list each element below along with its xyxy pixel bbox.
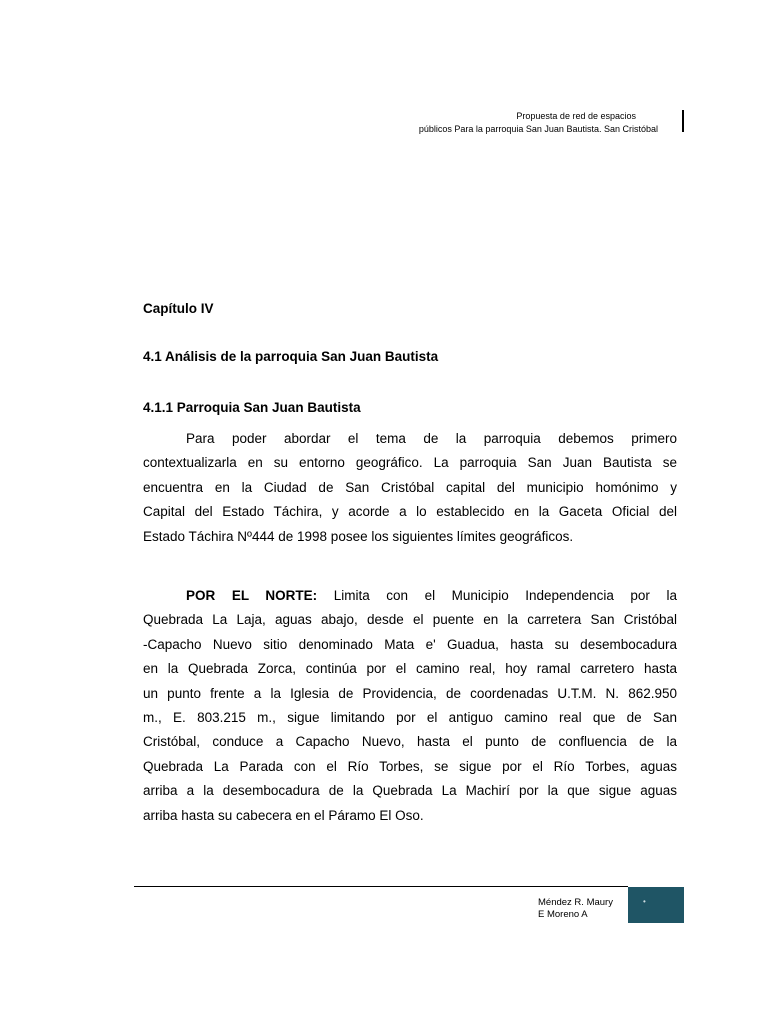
footer-rule	[134, 886, 628, 887]
paragraph-line: en la Quebrada Zorca, continúa por el camino real, hoy ramal carretero hasta	[143, 661, 677, 677]
north-first-line-text: Limita con el Municipio Independencia por la	[333, 588, 677, 603]
paragraph-line: Quebrada La Parada con el Río Torbes, se sigue por el Río Torbes, aguas	[143, 758, 677, 774]
running-header	[419, 110, 658, 136]
paragraph-line: Capital del Estado Táchira, y acorde a lo establecido en la Gaceta Oficial del	[143, 504, 677, 520]
paragraph-line: arriba a la desembocadura de la Quebrada La Machirí por la que sigue aguas	[143, 783, 677, 799]
footer-page-box	[628, 887, 684, 923]
chapter-heading: Capítulo IV	[143, 301, 214, 316]
paragraph-line: Para poder abordar el tema de la parroquia debemos primero	[186, 431, 677, 446]
paragraph-line: Estado Táchira Nº444 de 1998 posee los siguientes límites geográficos.	[143, 528, 574, 544]
footer-page-mark: •	[643, 897, 646, 906]
paragraph-first-line	[143, 584, 677, 608]
paragraph-line: Cristóbal, conduce a Capacho Nuevo, hasta el punto de confluencia de la	[143, 734, 677, 750]
paragraph-line: encuentra en la Ciudad de San Cristóbal capital del municipio homónimo y	[143, 479, 677, 495]
north-lead-label: POR EL NORTE:	[186, 588, 318, 603]
footer-author-1: Méndez R. Maury	[538, 897, 613, 908]
section-heading: 4.1 Análisis de la parroquia San Juan Bautista	[143, 349, 439, 364]
paragraph-line: un punto frente a la Iglesia de Providencia, de coordenadas U.T.M. N. 862.950	[143, 685, 677, 701]
paragraph-line: -Capacho Nuevo sitio denominado Mata e' Guadua, hasta su desembocadura	[143, 636, 677, 652]
paragraph-intro	[143, 427, 677, 549]
footer-author-2: E Moreno A	[538, 909, 588, 920]
header-line-2: públicos Para la parroquia San Juan Bautista. San Cristóbal	[418, 124, 658, 134]
header-line-1: Propuesta de red de espacios	[516, 111, 636, 121]
paragraph-line: Quebrada La Laja, aguas abajo, desde el puente en la carretera San Cristóbal	[143, 612, 677, 628]
subsection-heading: 4.1.1 Parroquia San Juan Bautista	[143, 400, 361, 415]
paragraph-line: m., E. 803.215 m., sigue limitando por el antiguo camino real que de San	[143, 710, 677, 726]
header-vertical-rule	[682, 110, 684, 132]
paragraph-line: contextualizarla en su entorno geográfico. La parroquia San Juan Bautista se	[143, 455, 677, 471]
footer-authors	[538, 897, 624, 921]
paragraph-line: arriba hasta su cabecera en el Páramo El Oso.	[143, 807, 424, 823]
paragraph-north-boundary	[143, 584, 677, 828]
